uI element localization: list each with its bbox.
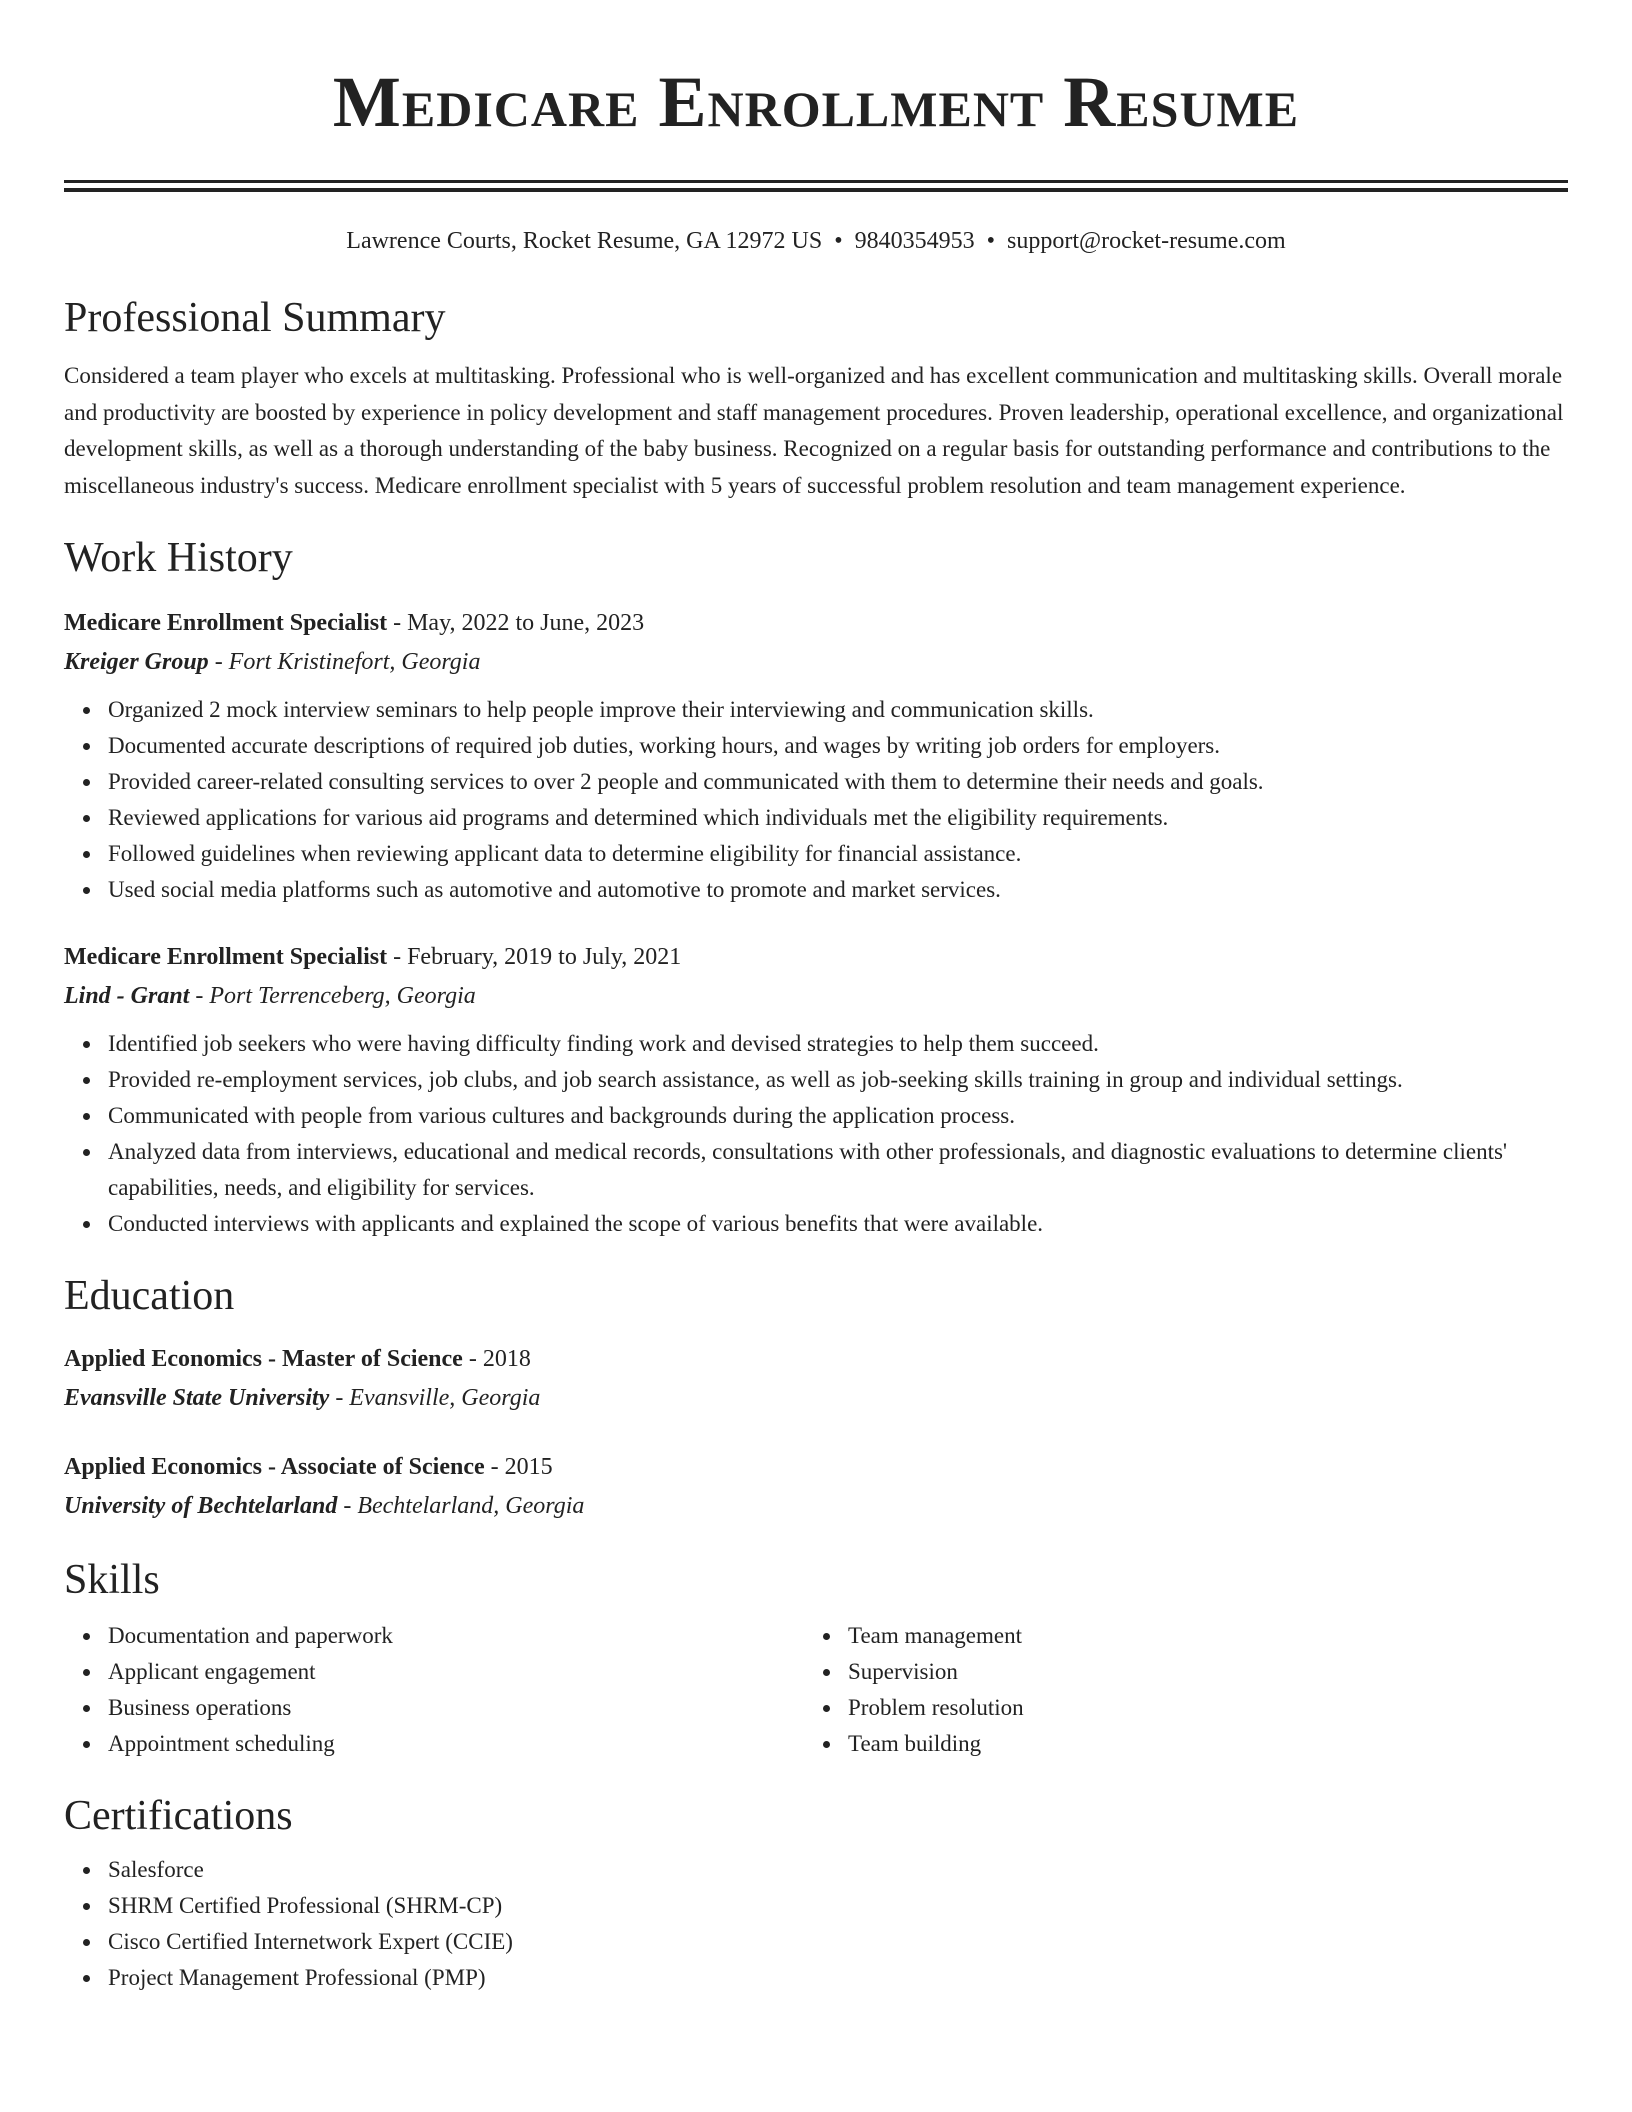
skills-list-right <box>804 1618 1544 1762</box>
job-company: Lind - Grant <box>64 983 190 1009</box>
degree: Applied Economics - Master of Science <box>64 1346 463 1372</box>
list-item: Salesforce <box>108 1852 1568 1888</box>
contact-email: support@rocket-resume.com <box>1007 228 1286 254</box>
job-company-line <box>64 976 1568 1016</box>
title-divider <box>64 180 1568 192</box>
list-item: Documentation and paperwork <box>108 1618 804 1654</box>
list-item: Project Management Professional (PMP) <box>108 1960 1568 1996</box>
list-item: Reviewed applications for various aid programs and determined which individuals met the eligibility requirements. <box>108 800 1568 836</box>
list-item: Team building <box>848 1726 1544 1762</box>
job-entry <box>64 938 1568 1242</box>
job-bullets <box>64 1026 1568 1242</box>
school-line <box>64 1486 1568 1526</box>
list-item: Cisco Certified Internetwork Expert (CCIE) <box>108 1924 1568 1960</box>
job-dates: - February, 2019 to July, 2021 <box>387 944 682 970</box>
job-title-line <box>64 938 1568 976</box>
list-item: Analyzed data from interviews, educational and medical records, consultations with other professionals, and diagnostic evaluations to determine clients' capabilities, needs, and eligibility for services. <box>108 1134 1568 1206</box>
list-item: Provided career-related consulting services to over 2 people and communicated with them to determine their needs and goals. <box>108 764 1568 800</box>
list-item: Supervision <box>848 1654 1544 1690</box>
school-line <box>64 1378 1568 1418</box>
job-dates: - May, 2022 to June, 2023 <box>387 610 645 636</box>
school: Evansville State University <box>64 1385 330 1411</box>
skills-heading: Skills <box>64 1557 160 1603</box>
resume-title: Medicare Enrollment Resume <box>332 62 1300 142</box>
list-item: Used social media platforms such as automotive and automotive to promote and market services. <box>108 872 1568 908</box>
summary-heading: Professional Summary <box>64 295 446 341</box>
job-company-line <box>64 642 1568 682</box>
job-title: Medicare Enrollment Specialist <box>64 944 388 970</box>
list-item: Appointment scheduling <box>108 1726 804 1762</box>
list-item: Communicated with people from various cultures and backgrounds during the application process. <box>108 1098 1568 1134</box>
list-item: Problem resolution <box>848 1690 1544 1726</box>
contact-separator: • <box>986 228 996 254</box>
job-location: - Port Terrenceberg, Georgia <box>189 983 476 1009</box>
work-history-heading: Work History <box>64 535 293 581</box>
list-item: SHRM Certified Professional (SHRM-CP) <box>108 1888 1568 1924</box>
school: University of Bechtelarland <box>64 1493 338 1519</box>
job-title: Medicare Enrollment Specialist <box>64 610 388 636</box>
degree-year: - 2018 <box>462 1346 531 1372</box>
education-heading: Education <box>64 1273 235 1319</box>
contact-address: Lawrence Courts, Rocket Resume, GA 12972 US <box>346 228 823 254</box>
list-item: Organized 2 mock interview seminars to help people improve their interviewing and communication skills. <box>108 692 1568 728</box>
degree-year: - 2015 <box>484 1454 553 1480</box>
list-item: Followed guidelines when reviewing applicant data to determine eligibility for financial assistance. <box>108 836 1568 872</box>
list-item: Provided re-employment services, job clubs, and job search assistance, as well as job-seeking skills training in group and individual settings. <box>108 1062 1568 1098</box>
job-bullets <box>64 692 1568 908</box>
list-item: Applicant engagement <box>108 1654 804 1690</box>
certifications-heading: Certifications <box>64 1793 293 1839</box>
skills-grid <box>64 1618 1568 1762</box>
degree-line <box>64 1340 1568 1378</box>
education-entry <box>64 1448 1568 1526</box>
skills-list-left <box>64 1618 804 1762</box>
degree: Applied Economics - Associate of Science <box>64 1454 485 1480</box>
job-company: Kreiger Group <box>64 649 209 675</box>
contact-line <box>64 224 1568 258</box>
degree-line <box>64 1448 1568 1486</box>
job-title-line <box>64 604 1568 642</box>
list-item: Documented accurate descriptions of required job duties, working hours, and wages by writing job orders for employers. <box>108 728 1568 764</box>
education-entry <box>64 1340 1568 1418</box>
list-item: Business operations <box>108 1690 804 1726</box>
school-location: - Evansville, Georgia <box>329 1385 541 1411</box>
list-item: Conducted interviews with applicants and explained the scope of various benefits that were available. <box>108 1206 1568 1242</box>
job-entry <box>64 604 1568 908</box>
skills-column-left <box>64 1618 804 1762</box>
certifications-list <box>64 1852 1568 1996</box>
skills-column-right <box>804 1618 1544 1762</box>
list-item: Identified job seekers who were having difficulty finding work and devised strategies to help them succeed. <box>108 1026 1568 1062</box>
school-location: - Bechtelarland, Georgia <box>337 1493 585 1519</box>
list-item: Team management <box>848 1618 1544 1654</box>
contact-separator: • <box>834 228 843 254</box>
job-location: - Fort Kristinefort, Georgia <box>208 649 481 675</box>
summary-text: Considered a team player who excels at multitasking. Professional who is well-organized and has excellent communication and multitasking skills. Overall morale and productivity are boosted by experience in policy development and staff management procedures. Proven leadership, operational excellence, and organizational development skills, as well as a thorough understanding of the baby business. Recognized on a regular basis for outstanding performance and contributions to the miscellaneous industry's success. Medicare enrollment specialist with 5 years of successful problem resolution and team management experience. <box>64 363 1564 498</box>
contact-phone: 9840354953 <box>854 228 975 254</box>
